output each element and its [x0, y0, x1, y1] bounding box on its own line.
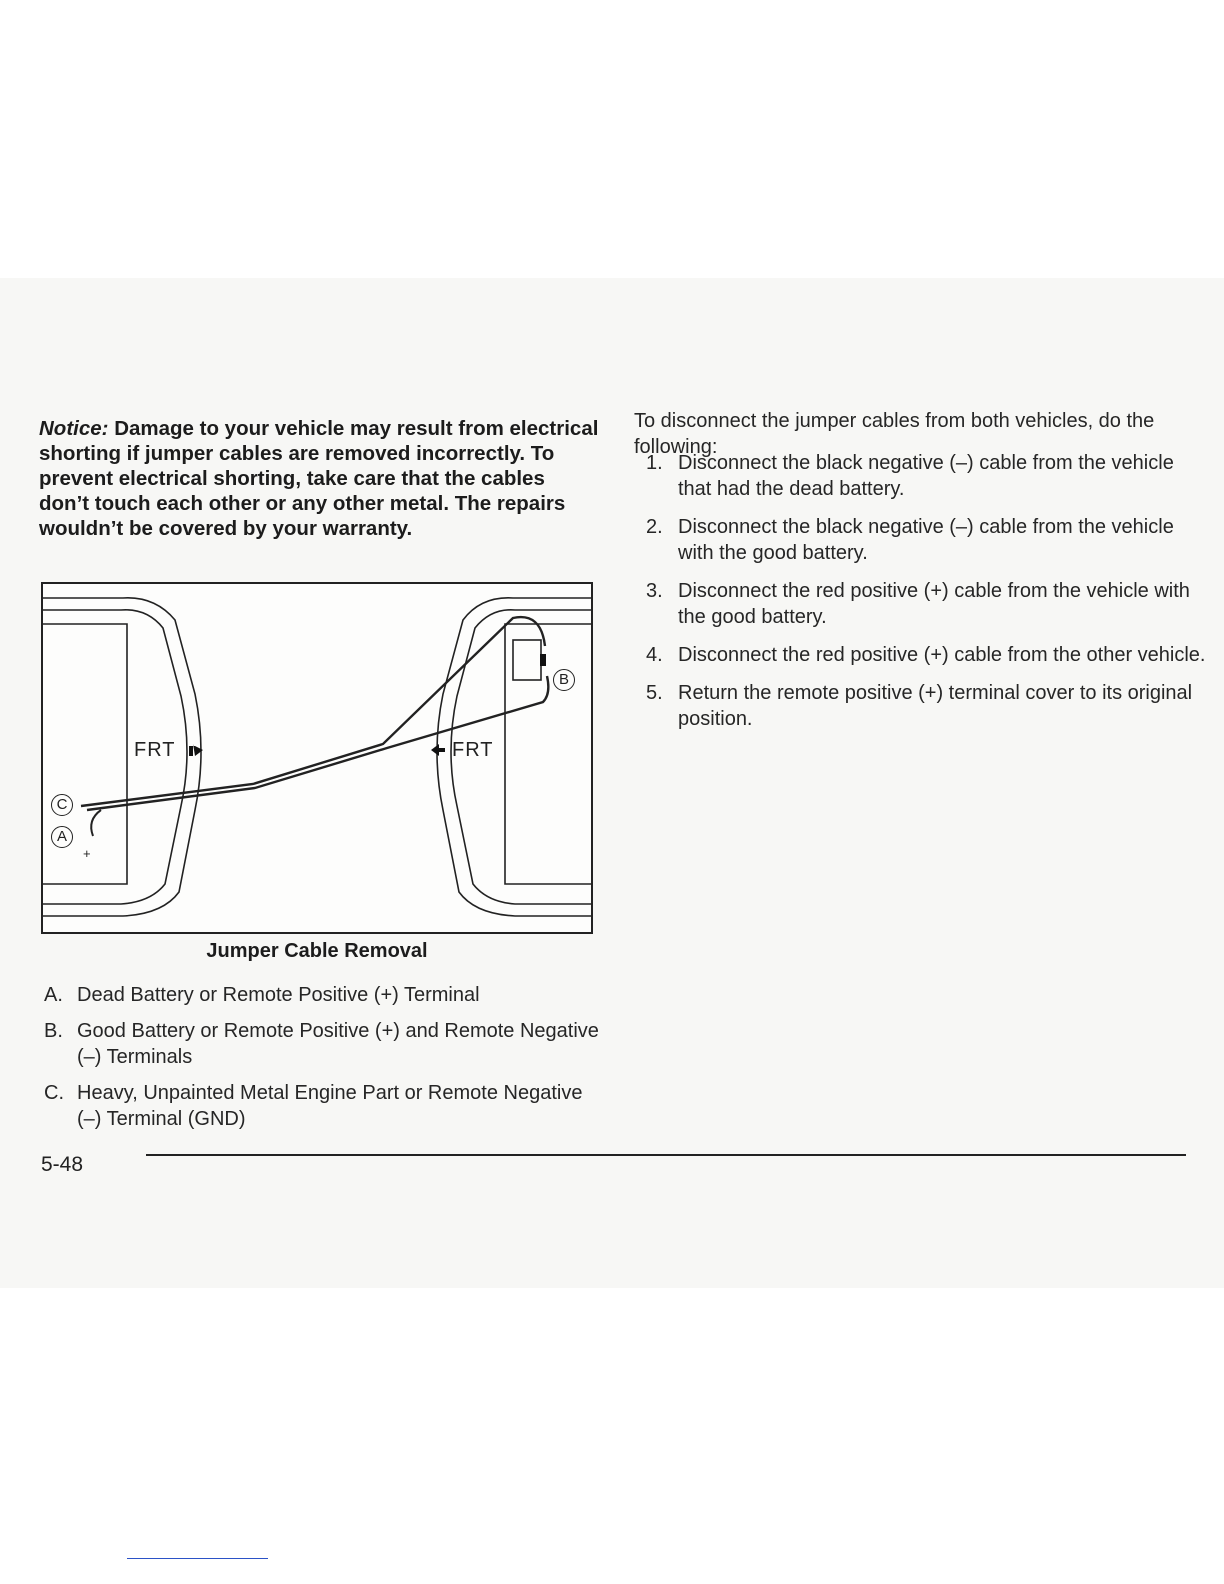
plus-sign: + [83, 846, 92, 861]
figure-caption: Jumper Cable Removal [206, 940, 428, 962]
callout-c: C [51, 794, 73, 816]
diagram-drawing [43, 584, 591, 932]
figure-legend [44, 982, 604, 1142]
step-text: Disconnect the black negative (–) cable from the vehicle that had the dead battery. [678, 452, 1174, 500]
step-number: 3. [646, 580, 663, 602]
legend-item [44, 1080, 604, 1132]
list-item [646, 680, 1206, 732]
right-front-arrow [431, 744, 445, 756]
page-number: 5-48 [41, 1153, 84, 1176]
jumper-cable-diagram [41, 582, 593, 934]
legend-text: Heavy, Unpainted Metal Engine Part or Remote Negative (–) Terminal (GND) [77, 1082, 583, 1130]
legend-key: A. [44, 984, 63, 1006]
step-text: Disconnect the red positive (+) cable from the other vehicle. [678, 644, 1206, 666]
battery-clamp [540, 654, 546, 666]
notice-lead: Notice: [39, 416, 109, 440]
callout-b: B [553, 669, 575, 691]
list-item [646, 578, 1206, 630]
steps-list [646, 450, 1206, 744]
legend-item [44, 1018, 604, 1070]
step-number: 2. [646, 516, 663, 538]
step-text: Disconnect the black negative (–) cable from the vehicle with the good battery. [678, 516, 1174, 564]
legend-text: Dead Battery or Remote Positive (+) Terminal [77, 984, 480, 1006]
good-battery [513, 640, 541, 680]
step-number: 5. [646, 682, 663, 704]
step-text: Return the remote positive (+) terminal cover to its original position. [678, 682, 1193, 730]
right-vehicle-engine-bay [505, 624, 591, 884]
positive-cable-end [91, 810, 101, 836]
callout-a: A [51, 826, 73, 848]
step-number: 1. [646, 452, 663, 474]
bottom-link-rule [127, 1558, 268, 1559]
left-front-label: FRT [134, 739, 176, 761]
legend-text: Good Battery or Remote Positive (+) and Remote Negative (–) Terminals [77, 1020, 599, 1068]
legend-key: B. [44, 1020, 63, 1042]
notice-paragraph [39, 416, 599, 541]
list-item [646, 514, 1206, 566]
right-front-label: FRT [452, 739, 494, 761]
left-vehicle-fender-outer [43, 598, 201, 916]
step-text: Disconnect the red positive (+) cable from the vehicle with the good battery. [678, 580, 1190, 628]
notice-text: Damage to your vehicle may result from electrical shorting if jumper cables are removed incorrectly. To prevent electrical shorting, take care that the cables don’t touch each other or any other metal. The repairs wouldn’t be covered by your warranty. [39, 416, 599, 540]
legend-key: C. [44, 1082, 64, 1104]
legend-item [44, 982, 604, 1008]
list-item [646, 450, 1206, 502]
intro-paragraph: To disconnect the jumper cables from both vehicles, do the following: [634, 410, 1155, 458]
list-item [646, 642, 1206, 668]
negative-cable [81, 617, 545, 806]
step-number: 4. [646, 644, 663, 666]
footer-rule [146, 1154, 1186, 1156]
